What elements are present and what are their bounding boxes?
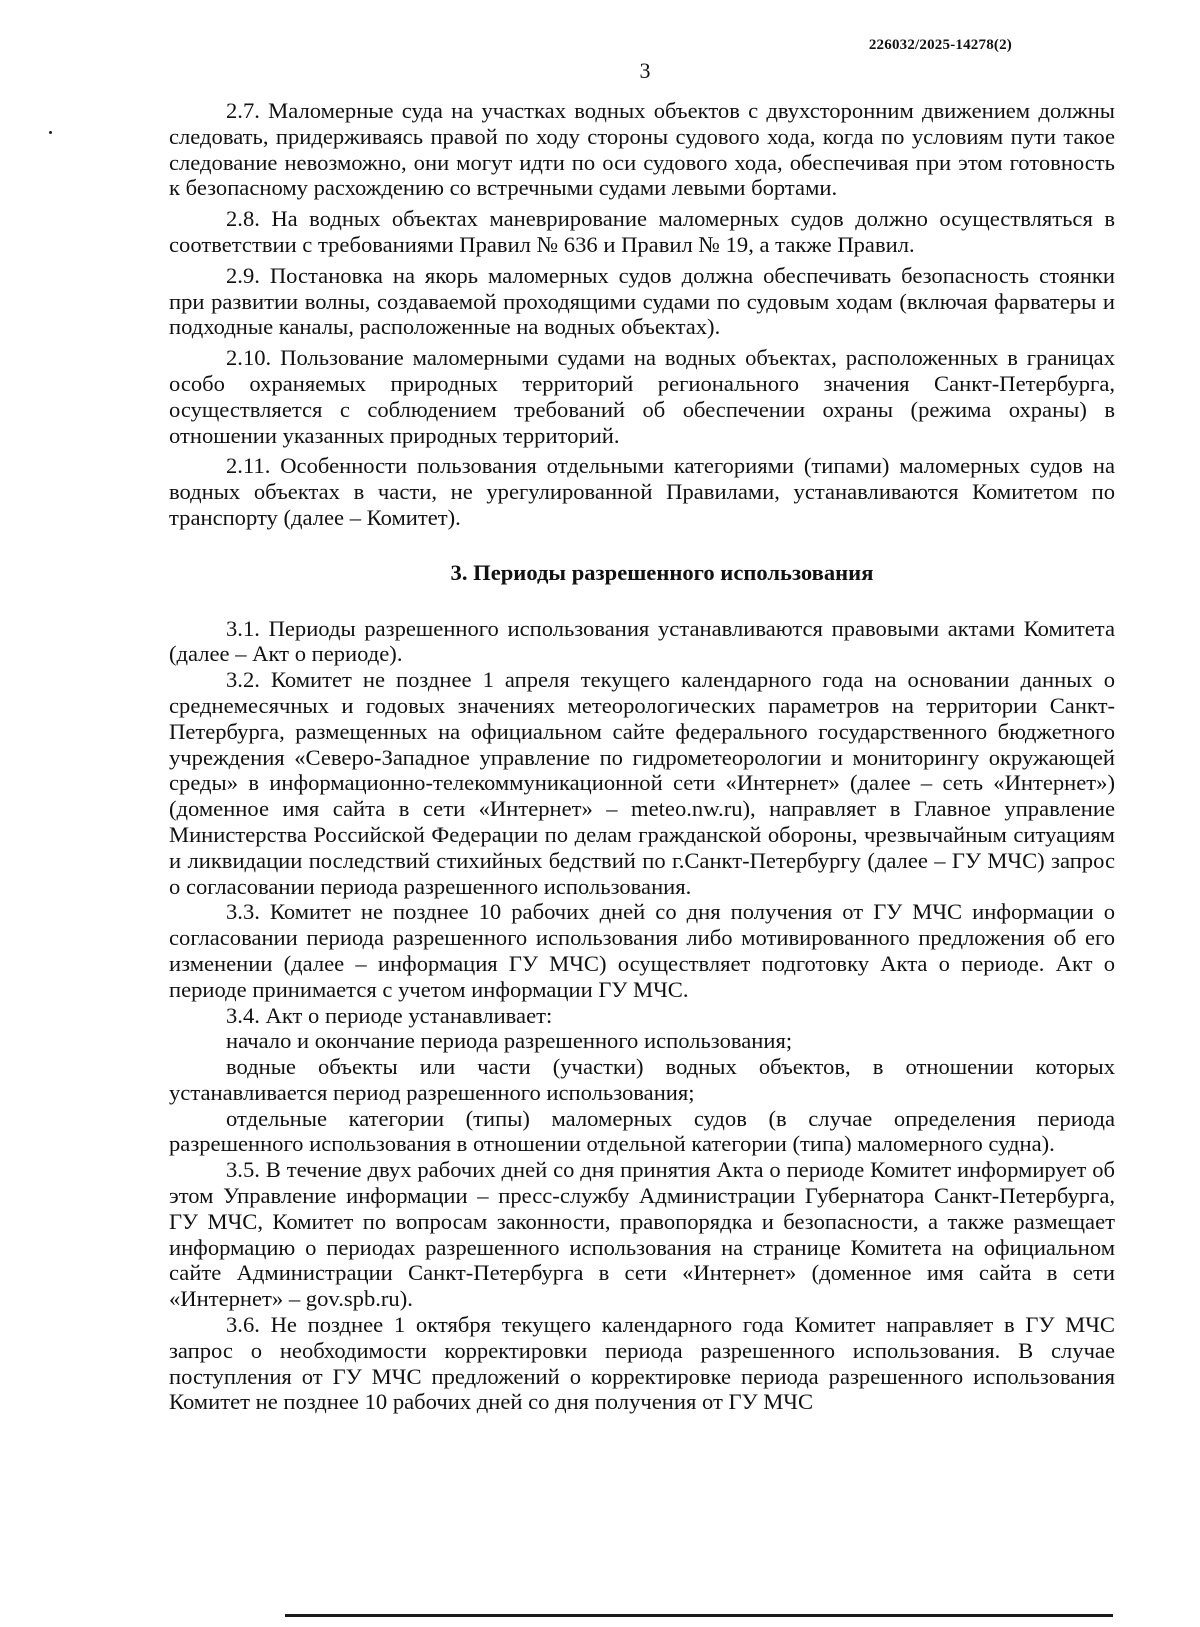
paragraph-3-3: 3.3. Комитет не позднее 10 рабочих дней со дня получения от ГУ МЧС информации о согласовании периода разрешенного использования либо мотивированного предложения об его изменении (далее – информация ГУ МЧС) осуществляет подготовку Акта о периоде. Акт о периоде принимается с учетом информации ГУ МЧС.: [169, 899, 1115, 1002]
scan-artifact-dot: [49, 131, 52, 134]
scan-bottom-edge-line: [285, 1614, 1113, 1617]
list-item-vessel-categories: отдельные категории (типы) маломерных судов (в случае определения периода разрешенного использования в отношении отдельной категории (типа) маломерного судна).: [169, 1105, 1115, 1157]
paragraph-2-11: 2.11. Особенности пользования отдельными категориями (типами) маломерных судов на водных объектах в части, не урегулированной Правилами, устанавливаются Комитетом по транспорту (далее – Комитет).: [169, 453, 1115, 530]
paragraph-3-2: 3.2. Комитет не позднее 1 апреля текущего календарного года на основании данных о среднемесячных и годовых значениях метеорологических параметров на территории Санкт-Петербурга, размещенных на официальном сайте федерального государственного бюджетного учреждения «Северо-Западное управление по гидрометеорологии и мониторингу окружающей среды» в информационно-телекоммуникационной сети «Интернет» (далее – сеть «Интернет») (доменное имя сайта в сети «Интернет» – meteo.nw.ru), направляет в Главное управление Министерства Российской Федерации по делам гражданской обороны, чрезвычайным ситуациям и ликвидации последствий стихийных бедствий по г.Санкт-Петербургу (далее – ГУ МЧС) запрос о согласовании периода разрешенного использования.: [169, 667, 1115, 899]
paragraph-2-9: 2.9. Постановка на якорь маломерных судов должна обеспечивать безопасность стоянки при развитии волны, создаваемой проходящими судами по судовым ходам (включая фарватеры и подходные каналы, расположенные на водных объектах).: [169, 262, 1115, 340]
paragraph-3-4: 3.4. Акт о периоде устанавливает:: [226, 1002, 553, 1028]
document-body: [169, 98, 1115, 1415]
list-item-water-objects: водные объекты или части (участки) водных объектов, в отношении которых устанавливается период разрешенного использования;: [169, 1054, 1115, 1105]
paragraph-3-5: 3.5. В течение двух рабочих дней со дня принятия Акта о периоде Комитет информирует об этом Управление информации – пресс-службу Администрации Губернатора Санкт-Петербурга, ГУ МЧС, Комитет по вопросам законности, правопорядка и безопасности, а также размещает информацию о периодах разрешенного использования на странице Комитета на официальном сайте Администрации Санкт-Петербурга в сети «Интернет» (доменное имя сайта в сети «Интернет» – gov.spb.ru).: [169, 1157, 1115, 1312]
paragraph-2-7: 2.7. Маломерные суда на участках водных объектов с двухсторонним движением должны следовать, придерживаясь правой по ходу стороны судового хода, когда по условиям пути такое следование невозможно, они могут идти по оси судового хода, обеспечивая при этом готовность к безопасному расхождению со встречными судами левыми бортами.: [169, 98, 1115, 201]
paragraph-3-1: 3.1. Периоды разрешенного использования устанавливаются правовыми актами Комитета (далее – Акт о периоде).: [169, 615, 1115, 667]
document-registration-number: 226032/2025-14278(2): [868, 37, 1012, 53]
paragraph-3-6: 3.6. Не позднее 1 октября текущего календарного года Комитет направляет в ГУ МЧС запрос о необходимости корректировки периода разрешенного использования. В случае поступления от ГУ МЧС предложений о корректировке периода разрешенного использования Комитет не позднее 10 рабочих дней со дня получения от ГУ МЧС: [169, 1312, 1115, 1415]
paragraph-2-10: 2.10. Пользование маломерными судами на водных объектах, расположенных в границах особо охраняемых природных территорий регионального значения Санкт-Петербурга, осуществляется с соблюдением требований об обеспечении охраны (режима охраны) в отношении указанных природных территорий.: [169, 345, 1115, 448]
paragraph-2-8: 2.8. На водных объектах маневрирование маломерных судов должно осуществляться в соответствии с требованиями Правил № 636 и Правил № 19, а также Правил.: [169, 206, 1115, 257]
section-3-title: 3. Периоды разрешенного использования: [450, 559, 874, 585]
page-number: 3: [639, 58, 651, 83]
list-item-period-start-end: начало и окончание периода разрешенного использования;: [226, 1028, 793, 1054]
